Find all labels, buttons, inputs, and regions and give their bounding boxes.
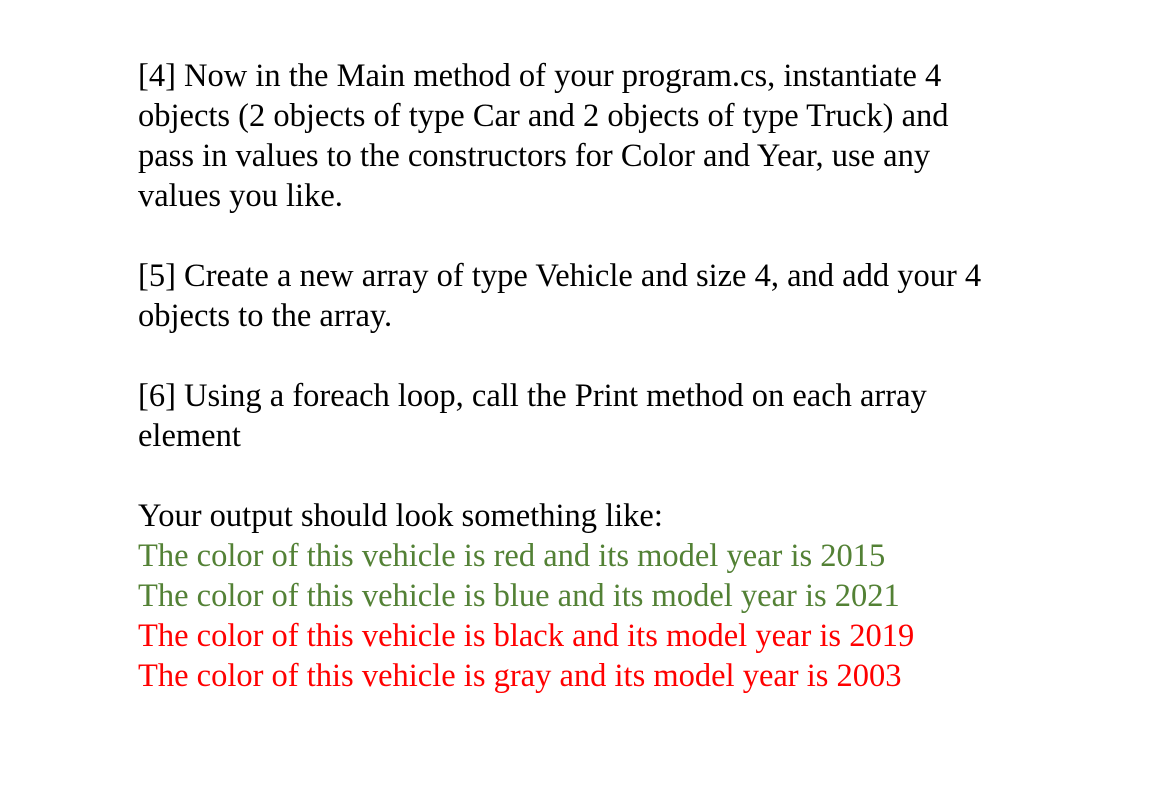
step-4-line: objects (2 objects of type Car and 2 objects of type Truck) and [138, 98, 949, 134]
step-4-paragraph [138, 56, 1148, 216]
step-4-line: values you like. [138, 178, 343, 214]
sample-output-section [138, 496, 1148, 696]
sample-output-line: The color of this vehicle is red and its model year is 2015 [138, 538, 886, 574]
step-6-line: [6] Using a foreach loop, call the Print method on each array [138, 378, 927, 414]
sample-output-line: The color of this vehicle is gray and its model year is 2003 [138, 658, 902, 694]
step-5-line: [5] Create a new array of type Vehicle and size 4, and add your 4 [138, 258, 982, 294]
sample-output-line: The color of this vehicle is black and its model year is 2019 [138, 618, 915, 654]
step-4-line: [4] Now in the Main method of your program.cs, instantiate 4 [138, 58, 942, 94]
step-6-paragraph [138, 376, 1148, 456]
sample-output-intro: Your output should look something like: [138, 498, 663, 534]
step-5-paragraph [138, 256, 1148, 336]
step-5-line: objects to the array. [138, 298, 393, 334]
step-4-line: pass in values to the constructors for Color and Year, use any [138, 138, 931, 174]
step-6-line: element [138, 418, 241, 454]
document-body [138, 56, 1148, 696]
sample-output-line: The color of this vehicle is blue and its model year is 2021 [138, 578, 900, 614]
